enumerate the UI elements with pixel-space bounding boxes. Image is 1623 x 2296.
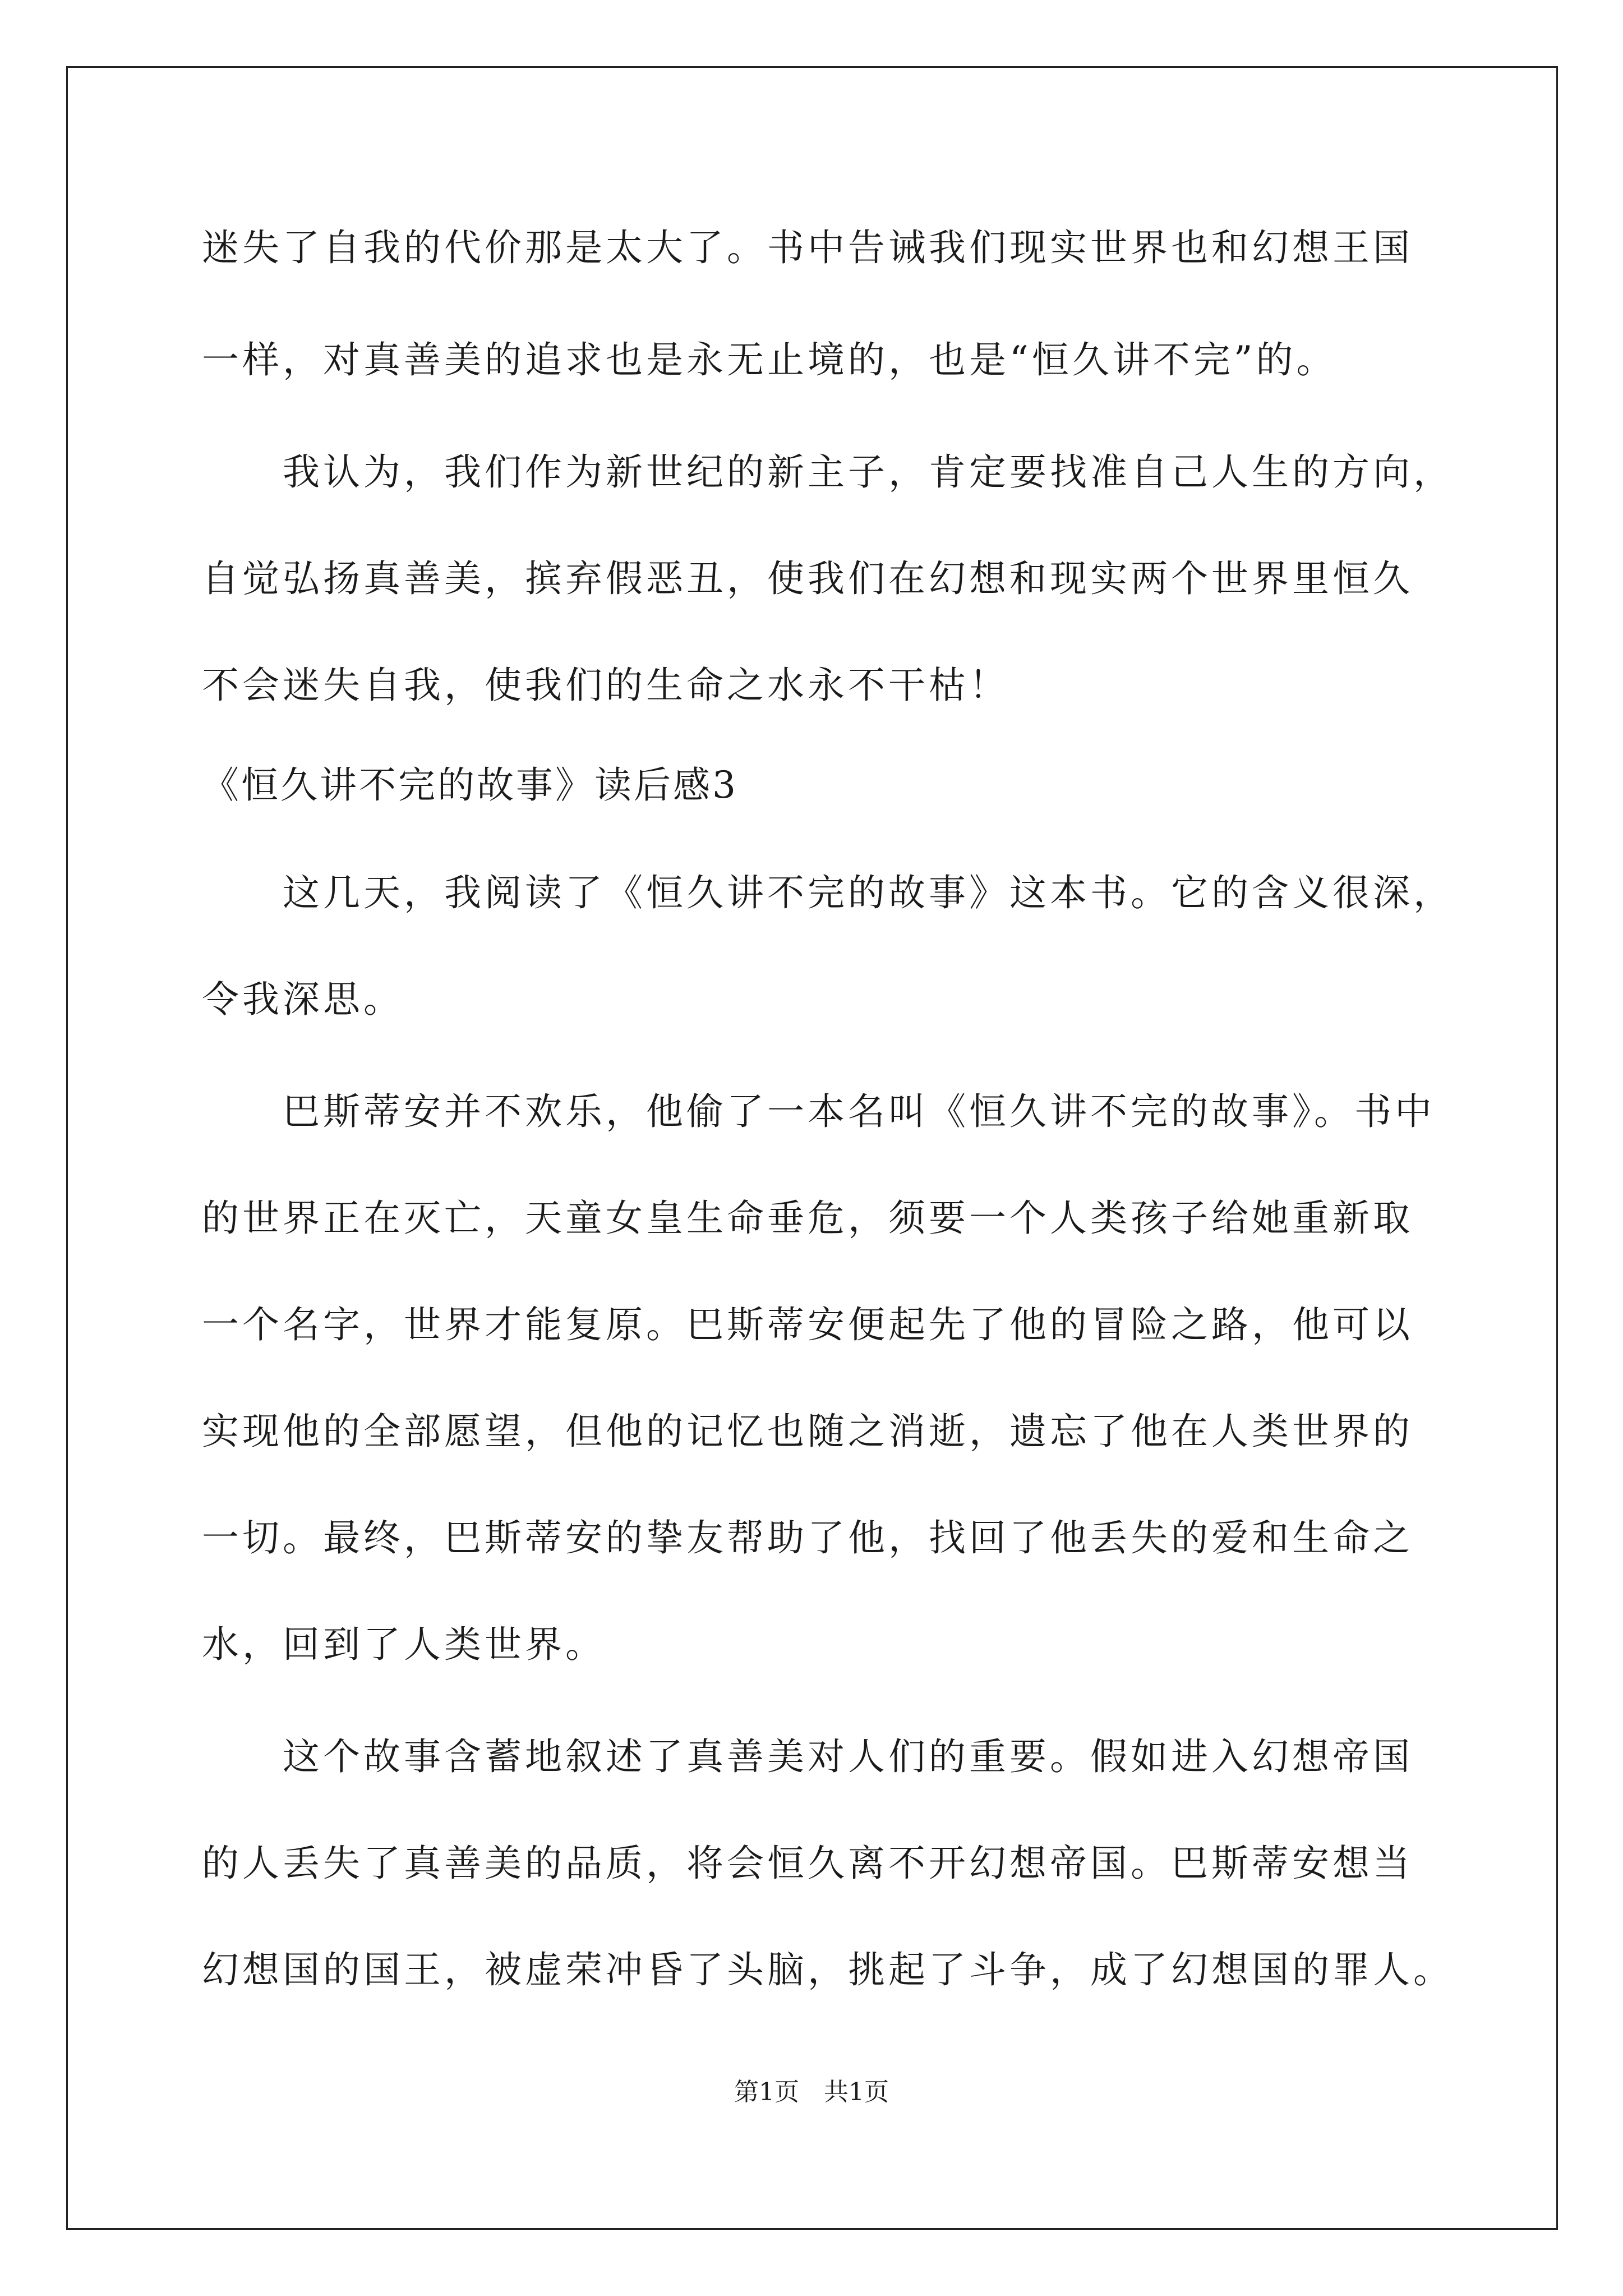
text-line: 水，回到了人类世界。	[202, 1623, 606, 1666]
text-line: 的世界正在灭亡，天童女皇生命垂危，须要一个人类孩子给她重新取	[202, 1197, 1413, 1240]
page-footer: 第1页 共1页	[734, 2078, 889, 2106]
text-line: 这几天，我阅读了《恒久讲不完的故事》这本书。它的含义很深，	[202, 871, 1454, 914]
text-line: 我认为，我们作为新世纪的新主子，肯定要找准自己人生的方向，	[202, 450, 1454, 494]
text-line: 一样，对真善美的追求也是永无止境的，也是“恒久讲不完”的。	[202, 338, 1337, 381]
text-line: 一切。最终，巴斯蒂安的挚友帮助了他，找回了他丢失的爱和生命之	[202, 1516, 1413, 1559]
text-line: 自觉弘扬真善美，摈弃假恶丑，使我们在幻想和现实两个世界里恒久	[202, 557, 1413, 600]
section-heading: 《恒久讲不完的故事》读后感3	[202, 763, 738, 807]
text-line: 迷失了自我的代价那是太大了。书中告诫我们现实世界也和幻想王国	[202, 226, 1413, 269]
text-line: 巴斯蒂安并不欢乐，他偷了一本名叫《恒久讲不完的故事》。书中	[202, 1090, 1435, 1133]
text-line: 令我深思。	[202, 978, 404, 1021]
text-line: 幻想国的国王，被虚荣冲昏了头脑，挑起了斗争，成了幻想国的罪人。	[202, 1948, 1454, 1991]
text-line: 这个故事含蓄地叙述了真善美对人们的重要。假如进入幻想帝国	[202, 1735, 1413, 1778]
page-border	[66, 66, 1558, 2230]
text-line: 不会迷失自我，使我们的生命之水永不干枯！	[202, 664, 1009, 707]
text-line: 实现他的全部愿望，但他的记忆也随之消逝，遗忘了他在人类世界的	[202, 1410, 1413, 1453]
text-line: 的人丢失了真善美的品质，将会恒久离不开幻想帝国。巴斯蒂安想当	[202, 1842, 1413, 1885]
text-line: 一个名字，世界才能复原。巴斯蒂安便起先了他的冒险之路，他可以	[202, 1303, 1413, 1346]
